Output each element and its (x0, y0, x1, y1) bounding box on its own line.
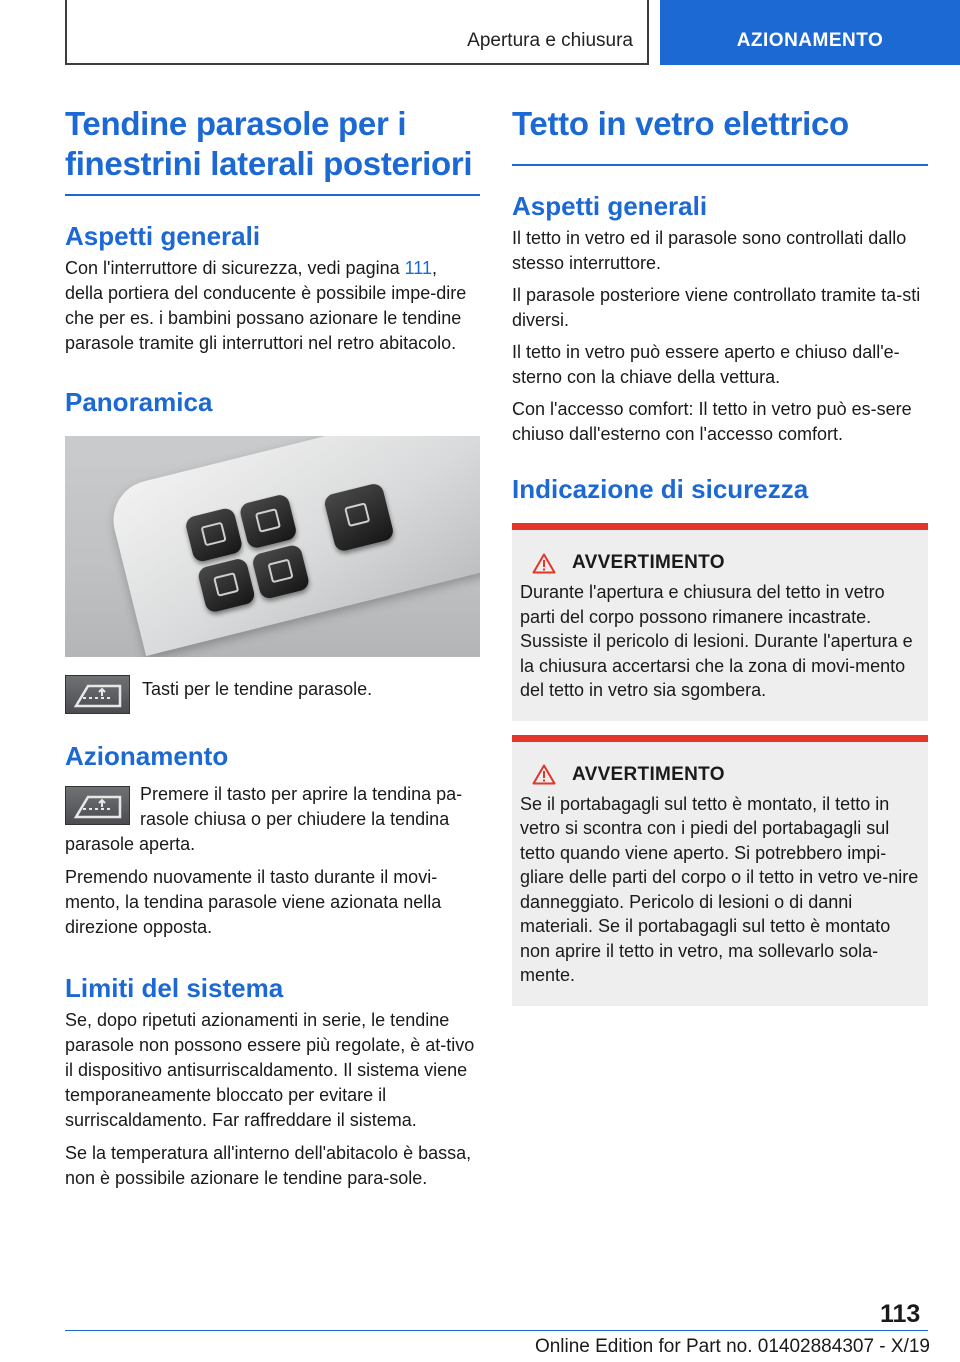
warning-box-1 (512, 523, 928, 721)
warning-text: Se il portabagagli sul tetto è montato, il tetto in vetro si scontra con i piedi del portabagagli sul tetto quando viene aperto. Si potrebbero impi-gliare delle parti del corpo o il tetto in vetro ve-nire danneggiato. Pericolo di lesioni o di danni materiali. Se il portabagagli sul tetto è montato non aprire il tetto in vetro, ma sollevarlo sola-mente. (520, 793, 919, 985)
operation-text-2: Premendo nuovamente il tasto durante il movi-mento, la tendina parasole viene azionata nella direzione opposta. (65, 867, 442, 937)
limits-heading: Limiti del sistema (65, 973, 284, 1003)
switch-button-sunblind-right (251, 544, 311, 601)
switch-button-rear-left (184, 507, 244, 564)
switch-button-front-right (238, 493, 298, 550)
glass-roof-title: Tetto in vetro elettrico (512, 105, 849, 142)
page-link-111[interactable]: 111 (404, 258, 432, 278)
page-number: 113 (880, 1300, 921, 1328)
sunblind-general-heading: Aspetti generali (65, 221, 261, 251)
header-frame (65, 0, 649, 65)
operation-heading: Azionamento (65, 741, 229, 771)
warning-box-2 (512, 735, 928, 1006)
header-chapter-tab[interactable] (660, 0, 960, 65)
sunblind-title: Tendine parasole per i finestrini laterali posteriori (65, 105, 473, 182)
warning-title: AVVERTIMENTO (572, 552, 725, 573)
operation-text-1: Premere il tasto per aprire la tendina pa-rasole chiusa o per chiudere la tendina parasole aperta. (65, 784, 463, 854)
switch-button-sunblind-left (197, 557, 257, 614)
switch-panel-photo (65, 436, 480, 657)
warning-text: Durante l'apertura e chiusura del tetto in vetro parti del corpo possono rimanere incastrate. Sussiste il pericolo di lesioni. Durante l'apertura e la chiusura accertarsi che la zona di movi-mento del tetto in vetro sia sgombera. (520, 582, 913, 700)
warning-title: AVVERTIMENTO (572, 763, 725, 785)
roof-general-heading: Aspetti generali (512, 191, 708, 221)
limits-text-2: Se la temperatura all'interno dell'abitacolo è bassa, non è possibile azionare le tendine para-sole. (65, 1143, 472, 1188)
roof-general-text-2: Il parasole posteriore viene controllato tramite ta-sti diversi. (512, 285, 921, 330)
general-text-part: , della portiera del conducente è possibile impe-dire che per es. i bambini possano azionare le tendine parasole tramite gli interruttori nel retro abitacolo. (65, 258, 467, 353)
title-rule (65, 194, 480, 196)
roof-general-text-1: Il tetto in vetro ed il parasole sono controllati dallo stesso interruttore. (512, 228, 907, 273)
footer-rule (65, 1330, 928, 1331)
overview-caption-row (65, 675, 480, 714)
warning-header (532, 764, 920, 786)
sunblind-button-icon (65, 786, 130, 825)
safety-heading: Indicazione di sicurezza (512, 474, 809, 504)
warning-triangle-icon (532, 764, 556, 785)
general-text-part: Con l'interruttore di sicurezza, vedi pagina (65, 258, 405, 278)
warning-triangle-icon (532, 553, 556, 574)
sunblind-button-icon (65, 675, 130, 714)
header-chapter-label: AZIONAMENTO (736, 30, 884, 51)
limits-text-1: Se, dopo ripetuti azionamenti in serie, le tendine parasole non possono essere più regolate, è at-tivo il dispositivo antisurriscaldamento. Il sistema viene temporaneamente bloccato per evitare il surriscaldamento. Far raffreddare il sistema. (65, 1010, 475, 1130)
roof-general-text-3: Il tetto in vetro può essere aperto e chiuso dall'e-sterno con la chiave della vettura. (512, 342, 900, 387)
warning-header (532, 552, 920, 574)
operation-block (65, 782, 480, 857)
left-column (65, 104, 480, 1191)
overview-caption: Tasti per le tendine parasole. (142, 679, 373, 699)
header-section-title: Apertura e chiusura (467, 30, 633, 51)
door-switch-panel (105, 436, 480, 656)
right-column (512, 104, 928, 1006)
title-rule (512, 164, 928, 166)
switch-button-window (323, 482, 395, 553)
sunblind-general-text (65, 256, 480, 356)
footer-edition: Online Edition for Part no. 01402884307 - X/19 (534, 1336, 930, 1357)
roof-general-text-4: Con l'accesso comfort: Il tetto in vetro può es-sere chiuso dall'esterno con l'accesso comfort. (512, 399, 912, 444)
overview-heading: Panoramica (65, 387, 213, 417)
